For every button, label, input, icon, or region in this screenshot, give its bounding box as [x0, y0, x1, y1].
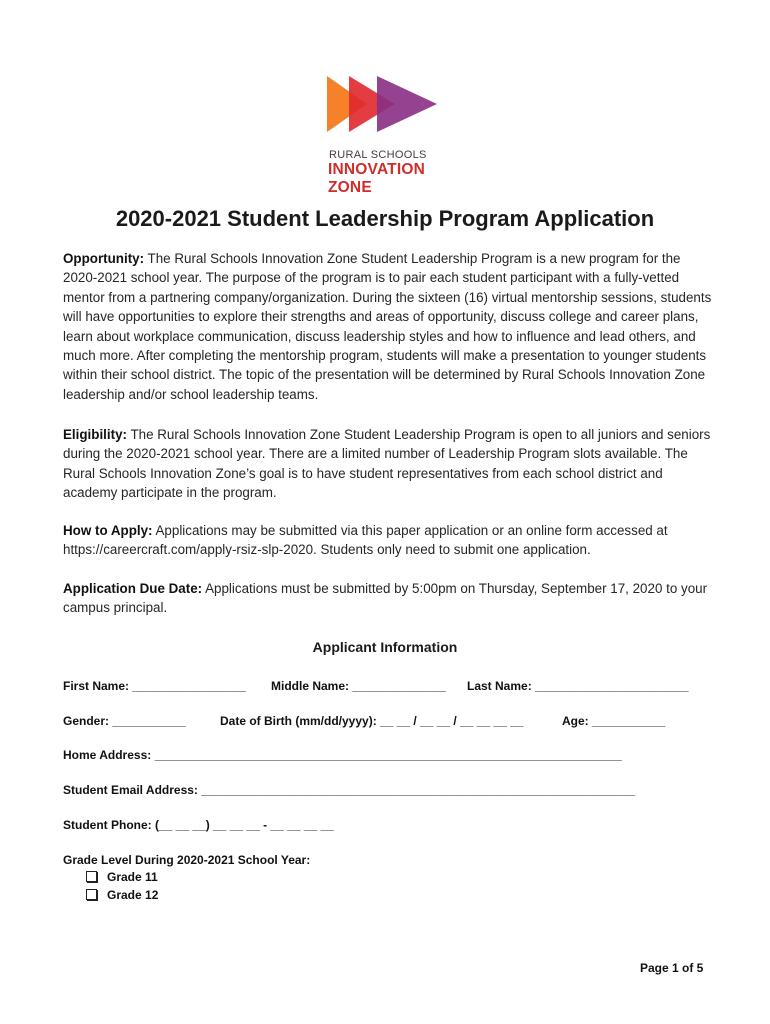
how-to-apply-paragraph	[63, 521, 713, 560]
first-name-field[interactable]: First Name: _________________	[63, 679, 246, 693]
eligibility-text: The Rural Schools Innovation Zone Student Leadership Program is open to all juniors and seniors during the 2020-2021 school year. There are a limited number of Leadership Program slots available. The Rural Schools Innovation Zone’s goal is to have student representatives from each school district and academy participate in the program.	[63, 427, 711, 501]
logo-arrow-purple	[377, 76, 437, 132]
opportunity-label: Opportunity:	[63, 251, 145, 266]
eligibility-paragraph	[63, 425, 713, 503]
logo-text-innovation: INNOVATION	[328, 161, 426, 178]
grade-11-label: Grade 11	[107, 870, 158, 884]
last-name-field[interactable]: Last Name: _______________________	[467, 679, 689, 693]
logo-text-rural-schools: RURAL SCHOOLS	[329, 149, 427, 161]
due-date-paragraph	[63, 579, 713, 618]
checkbox-icon[interactable]	[86, 871, 97, 882]
middle-name-field[interactable]: Middle Name: ______________	[271, 679, 446, 693]
age-field[interactable]: Age: ___________	[562, 714, 666, 728]
student-phone-field[interactable]: Student Phone: (__ __ __) __ __ __ - __ __ __ __	[63, 818, 334, 832]
applicant-information-heading: Applicant Information	[312, 639, 458, 655]
eligibility-label: Eligibility:	[63, 427, 127, 442]
due-date-label: Application Due Date:	[63, 581, 203, 596]
page-number: Page 1 of 5	[640, 961, 704, 975]
how-to-apply-label: How to Apply:	[63, 523, 153, 538]
logo-arrows-graphic	[327, 72, 447, 148]
checkbox-icon[interactable]	[86, 889, 97, 900]
due-date-text: Applications must be submitted by 5:00pm on Thursday, September 17, 2020 to your campus principal.	[63, 581, 708, 616]
grade-12-label: Grade 12	[107, 888, 159, 902]
rsiz-logo	[327, 72, 447, 202]
grade-level-label: Grade Level During 2020-2021 School Year:	[63, 853, 311, 867]
date-of-birth-field[interactable]: Date of Birth (mm/dd/yyyy): __ __ / __ __ / __ __ __ __	[220, 714, 524, 728]
student-email-field[interactable]: Student Email Address: _________________________________________________________________	[63, 783, 636, 797]
gender-field[interactable]: Gender: ___________	[63, 714, 186, 728]
how-to-apply-text: Applications may be submitted via this paper application or an online form accessed at https://careercraft.com/apply-rsiz-slp-2020. Students only need to submit one application.	[63, 523, 668, 558]
opportunity-paragraph	[63, 249, 713, 404]
home-address-field[interactable]: Home Address: ______________________________________________________________________	[63, 748, 622, 762]
page-title: 2020-2021 Student Leadership Program Application	[115, 206, 655, 231]
logo-text-zone: ZONE	[328, 179, 372, 196]
opportunity-text: The Rural Schools Innovation Zone Student Leadership Program is a new program for the 2020-2021 school year. The purpose of the program is to pair each student participant with a fully-vetted mentor from a partnering company/organization. During the sixteen (16) virtual mentorship sessions, students will have opportunities to explore their strengths and areas of opportunity, discuss college and career plans, learn about workplace communication, discuss leadership styles and how to influence and lead others, and much more. After completing the mentorship program, students will make a presentation to younger students within their school district. The topic of the presentation will be determined by Rural Schools Innovation Zone leadership and/or school leadership teams.	[63, 251, 712, 402]
grade-11-option[interactable]	[86, 870, 158, 884]
grade-12-option[interactable]	[86, 888, 158, 902]
